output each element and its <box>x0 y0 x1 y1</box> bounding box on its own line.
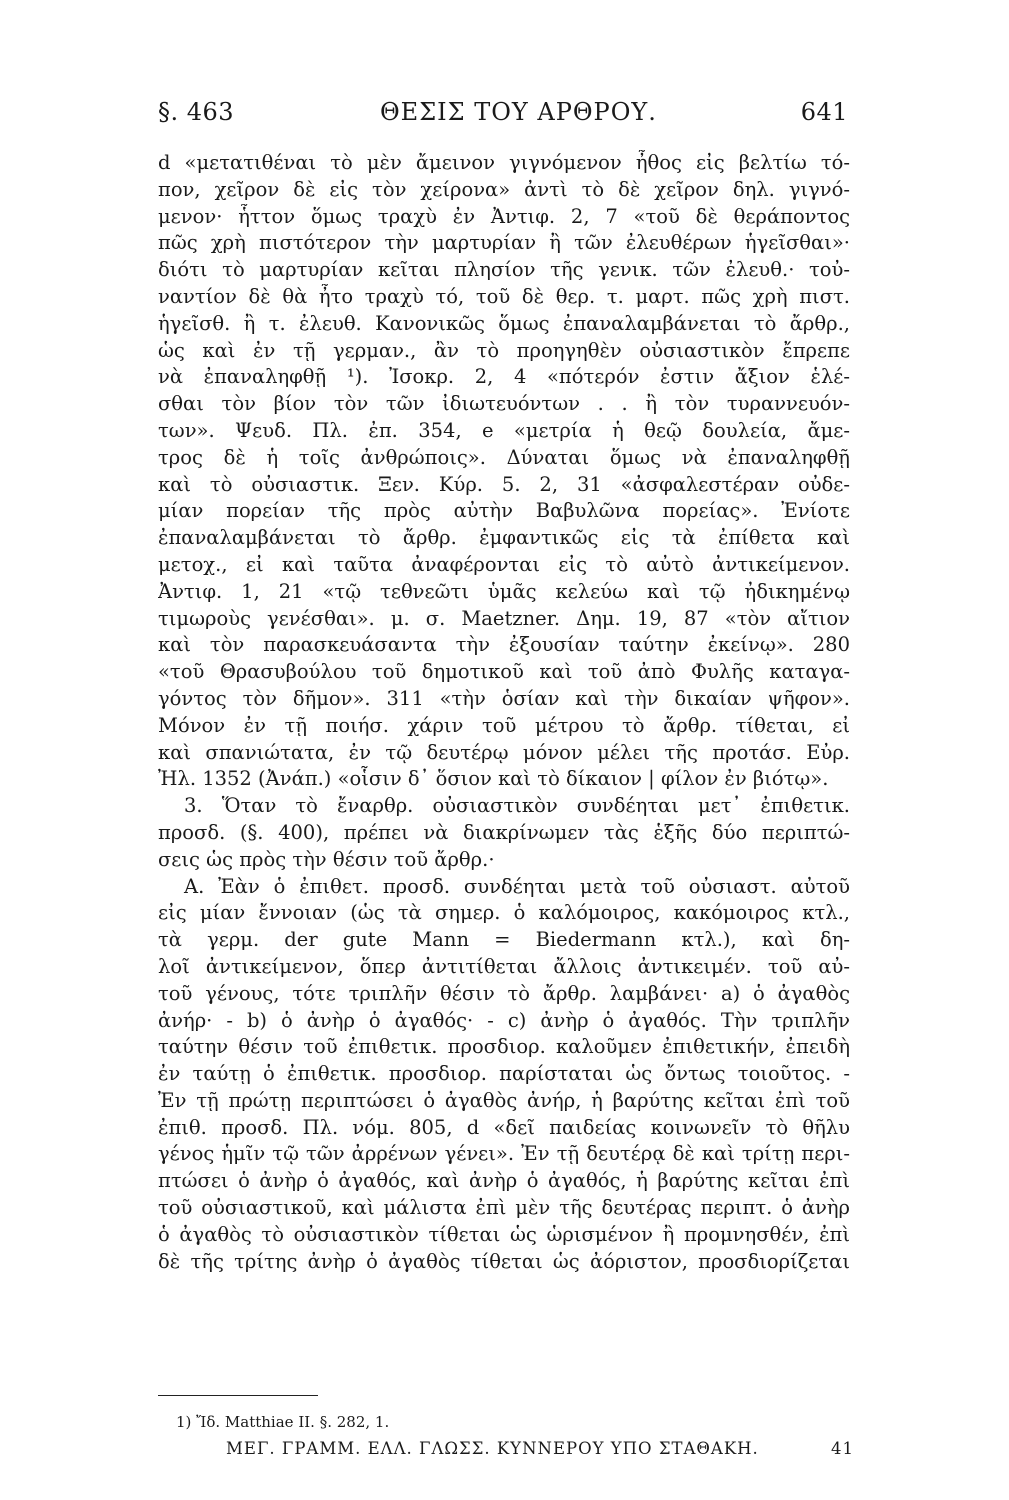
text-line: προσδ. (§. 400), πρέπει νὰ διακρίνωμεν τὰς ἑξῆς δύο περιπτώ- <box>158 820 850 844</box>
signature-number: 41 <box>831 1439 854 1458</box>
text-line: ἀνήρ· - b) ὁ ἀνὴρ ὁ ἀγαθός· - c) ἀνὴρ ὁ ἀγαθός. Τὴν τριπλῆν <box>158 1008 850 1032</box>
text-line: «τοῦ Θρασυβούλου τοῦ δημοτικοῦ καὶ τοῦ ἀπὸ Φυλῆς καταγα- <box>158 660 850 684</box>
text-line: ἡγεῖσθ. ἢ τ. ἐλευθ. Κανονικῶς ὅμως ἐπαναλαμβάνεται τὸ ἄρθρ., <box>158 311 850 335</box>
text-line: ναντίον δὲ θὰ ἦτο τραχὺ τό, τοῦ δὲ θερ. τ. μαρτ. πῶς χρὴ πιστ. <box>158 284 850 308</box>
running-header <box>158 98 848 138</box>
text-line: Μόνον ἐν τῇ ποιήσ. χάριν τοῦ μέτρου τὸ ἄρθρ. τίθεται, εἰ <box>158 713 850 737</box>
text-line: διότι τὸ μαρτυρίαν κεῖται πλησίον τῆς γενικ. τῶν ἐλευθ.· τοὐ- <box>158 258 850 282</box>
text-line: γόντος τὸν δῆμον». 311 «τὴν ὁσίαν καὶ τὴν δικαίαν ψῆφον». <box>158 686 850 710</box>
text-line: νὰ ἐπαναληφθῇ ¹). Ἰσοκρ. 2, 4 «πότερόν ἐστιν ἄξιον ἑλέ- <box>158 365 850 389</box>
text-line: των». Ψευδ. Πλ. ἐπ. 354, e «μετρία ἡ θεῷ δουλεία, ἄμε- <box>158 418 850 442</box>
text-line: Ἀντιφ. 1, 21 «τῷ τεθνεῶτι ὑμᾶς κελεύω καὶ τῷ ἠδικημένῳ <box>158 579 850 603</box>
text-line: Ἐν τῇ πρώτῃ περιπτώσει ὁ ἀγαθὸς ἀνήρ, ἡ βαρύτης κεῖται ἐπὶ τοῦ <box>158 1088 850 1112</box>
text-line: καὶ τὸν παρασκευάσαντα τὴν ἐξουσίαν ταύτην ἐκείνῳ». 280 <box>158 633 850 657</box>
text-line: μενον· ἧττον ὅμως τραχὺ ἐν Ἀντιφ. 2, 7 «τοῦ δὲ θεράποντος <box>158 204 850 228</box>
text-line: ἐπιθ. προσδ. Πλ. νόμ. 805, d «δεῖ παιδείας κοινωνεῖν τὸ θῆλυ <box>158 1115 850 1139</box>
text-line: ὁ ἀγαθὸς τὸ οὐσιαστικὸν τίθεται ὡς ὡρισμένον ἢ προμνησθέν, ἐπὶ <box>158 1222 850 1246</box>
section-number: §. 463 <box>158 98 235 126</box>
signature-text: ΜΕΓ. ΓΡΑΜΜ. ΕΛΛ. ΓΛΩΣΣ. ΚΥΝΝΕΡΟΥ ΥΠΟ ΣΤΑΘΑΚΗ. <box>226 1439 759 1458</box>
text-line: πτώσει ὁ ἀνὴρ ὁ ἀγαθός, καὶ ἀνὴρ ὁ ἀγαθός, ἡ βαρύτης κεῖται ἐπὶ <box>158 1169 850 1193</box>
text-line: ταύτην θέσιν τοῦ ἐπιθετικ. προσδιορ. καλοῦμεν ἐπιθετικήν, ἐπειδὴ <box>158 1035 850 1059</box>
text-line: πον, χεῖρον δὲ εἰς τὸν χείρονα» ἀντὶ τὸ δὲ χεῖρον δηλ. γιγνό- <box>158 177 850 201</box>
text-line: ἐν ταύτῃ ὁ ἐπιθετικ. προσδιορ. παρίσταται ὡς ὄντως τοιοῦτος. - <box>158 1062 850 1086</box>
text-line: 3. Ὅταν τὸ ἔναρθρ. οὐσιαστικὸν συνδέηται μετ᾽ ἐπιθετικ. <box>184 794 850 818</box>
text-line: τοῦ οὐσιαστικοῦ, καὶ μάλιστα ἐπὶ μὲν τῆς δευτέρας περιπτ. ὁ ἀνὴρ <box>158 1196 850 1220</box>
text-line: γένος ἡμῖν τῷ τῶν ἀρρένων γένει». Ἐν τῇ δευτέρᾳ δὲ καὶ τρίτῃ περι- <box>158 1142 850 1166</box>
text-line: σθαι τὸν βίον τὸν τῶν ἰδιωτευόντων . . ἢ τὸν τυραννευόν- <box>158 392 850 416</box>
text-line: τὰ γερμ. der gute Mann = Biedermann κτλ.), καὶ δη- <box>158 928 850 952</box>
text-line: μετοχ., εἰ καὶ ταῦτα ἀναφέρονται εἰς τὸ αὐτὸ ἀντικείμενον. <box>158 552 850 576</box>
text-line: ἐπαναλαμβάνεται τὸ ἄρθρ. ἐμφαντικῶς εἰς τὰ ἐπίθετα καὶ <box>158 526 850 550</box>
text-line: d «μετατιθέναι τὸ μὲν ἄμεινον γιγνόμενον ἦθος εἰς βελτίω τό- <box>158 151 850 174</box>
text-line: εἰς μίαν ἔννοιαν (ὡς τὰ σημερ. ὁ καλόμοιρος, κακόμοιρος κτλ., <box>158 901 850 925</box>
text-line: πῶς χρὴ πιστότερον τὴν μαρτυρίαν ἢ τῶν ἐλευθέρων ἡγεῖσθαι»· <box>158 231 850 255</box>
text-line: τρος δὲ ἡ τοῖς ἀνθρώποις». Δύναται ὅμως νὰ ἐπαναληφθῇ <box>158 445 850 469</box>
text-line: καὶ τὸ οὐσιαστικ. Ξεν. Κύρ. 5. 2, 31 «ἀσφαλεστέραν οὐδε- <box>158 472 850 496</box>
text-line: λοῖ ἀντικείμενον, ὅπερ ἀντιτίθεται ἄλλοις ἀντικειμέν. τοῦ αὐ- <box>158 954 850 978</box>
text-line: ὡς καὶ ἐν τῇ γερμαν., ἂν τὸ προηγηθὲν οὐσιαστικὸν ἔπρεπε <box>158 338 850 362</box>
text-line: μίαν πορείαν τῆς πρὸς αὐτὴν Βαβυλῶνα πορείας». Ἐνίοτε <box>158 499 850 523</box>
footnote-rule <box>158 1395 318 1396</box>
page-number: 641 <box>800 98 848 126</box>
text-line: τοῦ γένους, τότε τριπλῆν θέσιν τὸ ἄρθρ. λαμβάνει· a) ὁ ἀγαθὸς <box>158 981 850 1005</box>
text-line: σεις ὡς πρὸς τὴν θέσιν τοῦ ἄρθρ.· <box>158 847 495 871</box>
text-line: τιμωροὺς γενέσθαι». μ. σ. Maetzner. Δημ. 19, 87 «τὸν αἴτιον <box>158 606 850 630</box>
footnote: 1) Ἴδ. Matthiae II. §. 282, 1. <box>176 1413 390 1431</box>
text-line: δὲ τῆς τρίτης ἀνὴρ ὁ ἀγαθὸς τίθεται ὡς ἀόριστον, προσδιορίζεται <box>158 1249 850 1273</box>
page-title: ΘΕΣΙΣ ΤΟΥ ΑΡΘΡΟΥ. <box>380 98 657 126</box>
text-line: Α. Ἐὰν ὁ ἐπιθετ. προσδ. συνδέηται μετὰ τοῦ οὐσιαστ. αὐτοῦ <box>184 874 850 898</box>
text-line: Ἠλ. 1352 (Ἀνάπ.) «οἷσιν δ᾽ ὅσιον καὶ τὸ δίκαιον | φίλον ἐν βιότῳ». <box>158 767 829 791</box>
text-line: καὶ σπανιώτατα, ἐν τῷ δευτέρῳ μόνον μέλει τῆς προτάσ. Εὐρ. <box>158 740 850 764</box>
body-text <box>158 150 850 1275</box>
